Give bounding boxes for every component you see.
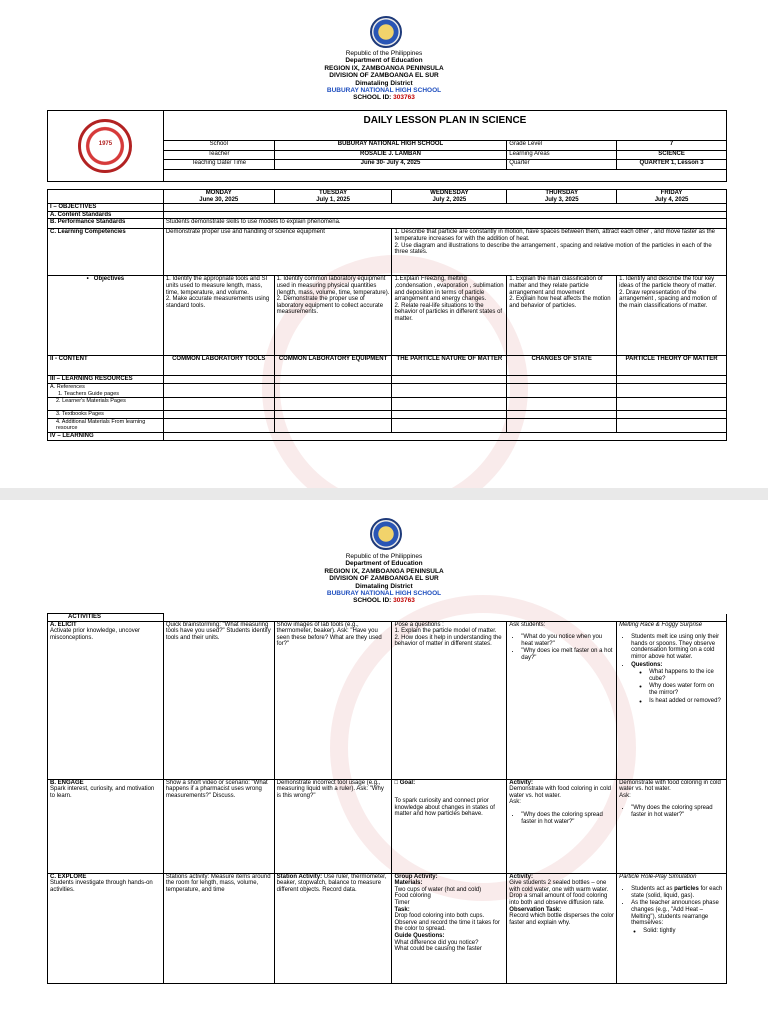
page-2 [0,500,768,1024]
engage-monday: Show a short video or scenario: "What happens if a pharmacist uses wrong measurements?" Discuss. [163,779,274,873]
day-header: MONDAY June 30, 2025 [163,190,274,204]
school-value: BUBURAY NATIONAL HIGH SCHOOL [274,141,507,151]
lesson-table [47,189,727,441]
explore-friday: Particle Role-Play Simulation • Students act as particles for each state (solid, liquid, gas). • As the teacher announces phase changes (e.g., "Add Heat – Melting"), students rearrange themselves: ◦ Solid: tightly [617,873,727,983]
time-value: June 30- July 4, 2025 [274,160,507,170]
school-line: BUBURAY NATIONAL HIGH SCHOOL [326,590,442,598]
deped-seal-icon [370,518,402,550]
teacher-label: Teacher [163,150,274,160]
ref-additional-materials: 4. Additional Materials From learning resource [48,418,164,432]
ref-learners-materials: 2. Learner's Materials Pages [48,398,164,411]
performance-standards-label: B. Performance Standards [48,219,164,229]
activities-table [47,613,727,984]
ref-textbooks: 3. Textbooks Pages [48,411,164,419]
ref-teachers-guide: 1. Teachers Guide pages [58,390,120,397]
objectives-label: • Objectives [48,276,164,356]
page-1 [0,0,768,488]
explore-tuesday: Station Activity: Use ruler, thermometer, beaker, stopwatch, balance to measure different objects. Record data. [274,873,392,983]
goal-icon: □ [394,779,399,786]
engage-wednesday: □ Goal: To spark curiosity and connect prior knowledge about changes in states of matter and how particles behave. [392,779,507,873]
letterhead [0,50,768,102]
content-wednesday: THE PARTICLE NATURE OF MATTER [392,356,507,376]
content-monday: COMMON LABORATORY TOOLS [163,356,274,376]
engage-friday: Demonstrate with food coloring in cold water vs. hot water. Ask: • "Why does the coloring spread faster in hot water?" [617,779,727,873]
department-line: Department of Education [345,560,423,568]
elicit-tuesday: Show images of lab tools (e.g., thermometer, beaker). Ask: "Have you seen these before? What are they used for?" [274,621,392,779]
engage-tuesday: Demonstrate incorrect tool usage (e.g., measuring liquid with a ruler). Ask: "Why is this wrong?" [274,779,392,873]
elicit-friday: Melting Race & Foggy Surprise • Students melt ice using only their hands or spoons. They observe condensation forming on a cold mirror above hot water. • Questions: ◦ What happens to the ice cube? ◦ Why does water form on the mirror? ◦ Is heat added or removed? [617,621,727,779]
objectives-friday: 1. Identify and describe the four key ideas of the particle theory of matter. 2. Draw representation of the arrangement , spacing and motion of the main classifications of matter. [617,276,727,356]
engage-label: B. ENGAGE Spark interest, curiosity, and motivation to learn. [48,779,164,873]
area-label: Learning Areas [507,150,617,160]
republic-line: Republic of the Philippines [345,553,423,560]
school-id-line: SCHOOL ID: 303763 [353,94,415,102]
objectives-tuesday: 1. Identify common laboratory equipment used in measuring physical quantities (length, mass, volume, time, temperature). 2. Demonstrate the proper use of laboratory equipment to collect accurate measurements. [274,276,392,356]
quarter-label: Quarter [507,160,617,170]
region-line: REGION IX, ZAMBOANGA PENINSULA [324,64,444,72]
school-id-line: SCHOOL ID: 303763 [353,597,415,605]
school-logo-cell [48,111,164,182]
division-line: DIVISION OF ZAMBOANGA EL SUR [329,575,439,583]
elicit-label: A. ELICIT Activate prior knowledge, uncover misconceptions. [48,621,164,779]
references-label: A. References [50,383,85,390]
content-heading: II - CONTENT [48,356,164,376]
content-friday: PARTICLE THEORY OF MATTER [617,356,727,376]
day-header: TUESDAY July 1, 2025 [274,190,392,204]
objectives-heading: I – OBJECTIVES [48,204,164,212]
teacher-value: ROSALIE J. LAMBAN [274,150,507,160]
objectives-monday: 1. Identify the appropriate tools and SI units used to measure length, mass, time, temperature, and volume. 2. Make accurate measurements using standard tools. [163,276,274,356]
objectives-wednesday: 1.Explain Freezing, melting ,condensation , evaporation , sublimation and deposition in terms of particle arrangement and energy changes. 2. Relate real-life situations to the behavior of particles in different states of matter. [392,276,507,356]
content-thursday: CHANGES OF STATE [507,356,617,376]
elicit-wednesday: Pose a questions : 1. Explain the particle model of matter. 2. How does it help in understanding the behavior of matter in different states. [392,621,507,779]
competencies-wed-fri: 1. Describe that particle are constantly in motion, have spaces between them, attract each other , and move faster as the temperature increases for with the addition of heat. 2. Use diagram and illustrations to describe the arrangement , spacing and relative motion of the particles in each of the three states. [392,229,727,276]
activities-heading: ACTIVITIES [48,614,164,622]
division-line: DIVISION OF ZAMBOANGA EL SUR [329,72,439,80]
area-value: SCIENCE [617,150,727,160]
letterhead [0,553,768,605]
district-line: Dimataling District [355,582,413,590]
day-header: THURSDAY July 3, 2025 [507,190,617,204]
school-label: School [163,141,274,151]
school-line: BUBURAY NATIONAL HIGH SCHOOL [326,87,442,95]
content-standards-label: A. Content Standards [48,211,164,219]
region-line: REGION IX, ZAMBOANGA PENINSULA [324,567,444,575]
engage-thursday: Activity: Demonstrate with food coloring in cold water vs. hot water. Ask: • "Why does the coloring spread faster in hot water?" [507,779,617,873]
resources-heading: III – LEARNING RESOURCES [48,376,164,384]
grade-label: Grade Level [507,141,617,151]
explore-label: C. EXPLORE Students investigate through hands-on activities. [48,873,164,983]
elicit-monday: Quick brainstorming: "What measuring tools have you used?" Students identify tools and their units. [163,621,274,779]
explore-monday: Stations activity: Measure items around the room for length, mass, volume, temperature, and time [163,873,274,983]
lesson-plan-title: DAILY LESSON PLAN IN SCIENCE [163,111,726,141]
quarter-value: QUARTER 1, Lesson 3 [617,160,727,170]
department-line: Department of Education [345,57,423,65]
time-label: Teaching Date/ Time [163,160,274,170]
day-header: WEDNESDAY July 2, 2025 [392,190,507,204]
performance-standards-text: Students demonstrate skills to use models to explain phenomena. [163,219,726,229]
content-tuesday: COMMON LABORATORY EQUIPMENT [274,356,392,376]
info-table [47,110,727,182]
elicit-thursday: Ask students: • "What do you notice when you heat water?" • "Why does ice melt faster on a hot day?" [507,621,617,779]
deped-seal-icon [370,16,402,48]
page-gap [0,488,768,500]
republic-line: Republic of the Philippines [345,50,423,57]
day-header: FRIDAY July 4, 2025 [617,190,727,204]
explore-wednesday: Group Activity: Materials: Two cups of water (hot and cold) Food coloring Timer Task: Drop food coloring into both cups. Observe and record the time it takes for the color to spread. Guide Questions: What difference did you notice? What could be causing the faster [392,873,507,983]
learning-heading: IV – LEARNING [48,432,164,440]
explore-thursday: Activity: Give students 2 sealed bottles – one with cold water, one with warm water. Drop a small amount of food coloring into both and observe diffusion rate. Observation Task: Record which bottle disperses the color faster and explain why. [507,873,617,983]
objectives-thursday: 1. Explain the main classification of matter and they relate particle arrangement and movement 2. Explain how heat affects the motion and behavior of particles. [507,276,617,356]
school-logo-icon: 1975 [78,119,132,173]
competencies-label: C. Learning Competencies [48,229,164,276]
competencies-mon-tue: Demonstrate proper use and handling of science equipment [163,229,392,276]
grade-value: 7 [617,141,727,151]
district-line: Dimataling District [355,79,413,87]
